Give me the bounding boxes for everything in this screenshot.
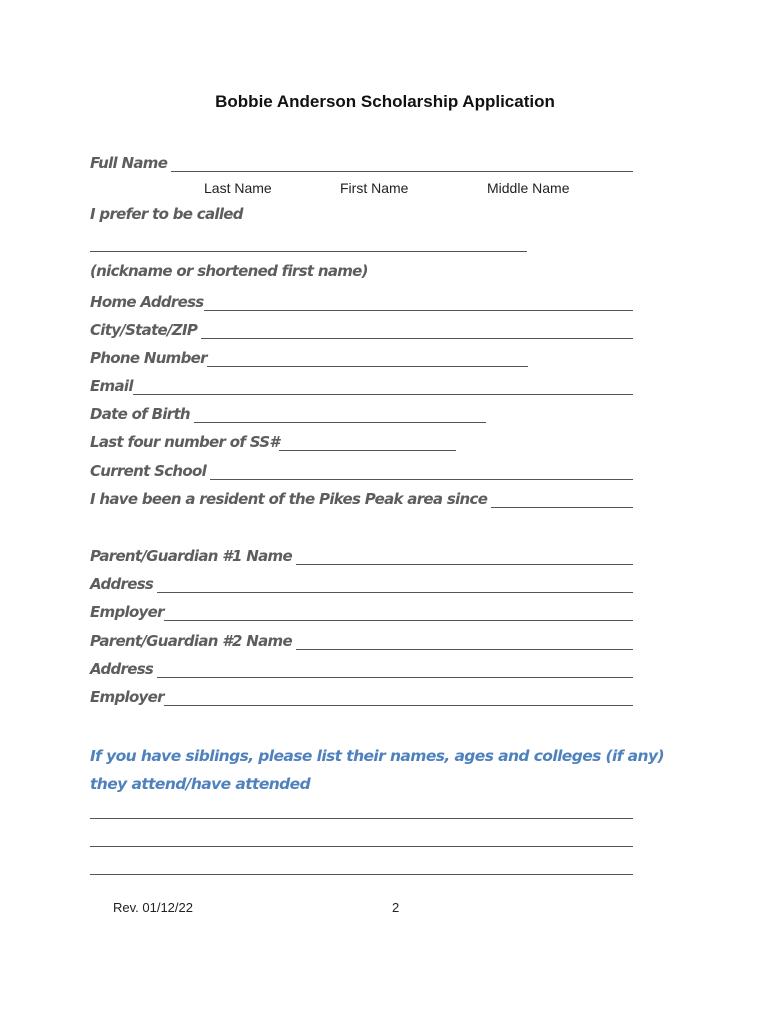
siblings-line-1[interactable] [90, 818, 633, 819]
parent1-employer-label: Employer [90, 603, 164, 621]
city-state-zip-field[interactable] [201, 324, 633, 339]
email-field[interactable] [133, 380, 633, 395]
home-address-label: Home Address [90, 293, 204, 311]
resident-field[interactable] [491, 493, 633, 508]
prefer-hint: (nickname or shortened first name) [90, 262, 368, 280]
phone-row [90, 347, 528, 367]
school-row [90, 460, 633, 480]
phone-field[interactable] [207, 352, 528, 367]
parent2-address-field[interactable] [157, 663, 633, 678]
home-address-row [90, 291, 633, 311]
last-name-caption: Last Name [204, 180, 272, 196]
school-label: Current School [90, 462, 207, 480]
dob-field[interactable] [194, 408, 486, 423]
parent2-name-row [90, 630, 633, 650]
siblings-line-2[interactable] [90, 846, 633, 847]
revision-date: Rev. 01/12/22 [113, 900, 193, 915]
parent1-name-field[interactable] [296, 550, 633, 565]
parent1-employer-row [90, 601, 633, 621]
ssn-field[interactable] [279, 436, 456, 451]
first-name-caption: First Name [340, 180, 409, 196]
parent2-employer-field[interactable] [164, 691, 633, 706]
parent1-name-label: Parent/Guardian #1 Name [90, 547, 292, 565]
full-name-label: Full Name [90, 154, 168, 172]
siblings-prompt: If you have siblings, please list their names, ages and colleges (if any) they attend/have attended [90, 747, 664, 793]
city-state-zip-row [90, 319, 633, 339]
ssn-row [90, 431, 456, 451]
prefer-field[interactable] [90, 251, 527, 252]
siblings-line-3[interactable] [90, 874, 633, 875]
ssn-label: Last four number of SS# [90, 433, 280, 451]
email-row [90, 375, 633, 395]
parent2-name-field[interactable] [296, 635, 633, 650]
resident-row [90, 488, 633, 508]
home-address-field[interactable] [204, 296, 633, 311]
parent2-address-label: Address [90, 660, 154, 678]
middle-name-caption: Middle Name [487, 180, 570, 196]
parent1-address-field[interactable] [157, 578, 633, 593]
page-title: Bobbie Anderson Scholarship Application [215, 92, 555, 111]
dob-label: Date of Birth [90, 405, 190, 423]
full-name-field[interactable] [171, 157, 633, 172]
parent1-name-row [90, 545, 633, 565]
parent2-employer-label: Employer [90, 688, 164, 706]
full-name-row [90, 152, 633, 172]
dob-row [90, 403, 486, 423]
parent2-name-label: Parent/Guardian #2 Name [90, 632, 292, 650]
parent2-employer-row [90, 686, 633, 706]
parent2-address-row [90, 658, 633, 678]
email-label: Email [90, 377, 133, 395]
parent1-address-label: Address [90, 575, 154, 593]
city-state-zip-label: City/State/ZIP [90, 321, 198, 339]
phone-label: Phone Number [90, 349, 207, 367]
parent1-address-row [90, 573, 633, 593]
page-number: 2 [392, 900, 400, 915]
resident-label: I have been a resident of the Pikes Peak area since [90, 490, 488, 508]
prefer-label: I prefer to be called [90, 205, 243, 223]
school-field[interactable] [210, 465, 633, 480]
parent1-employer-field[interactable] [164, 606, 633, 621]
